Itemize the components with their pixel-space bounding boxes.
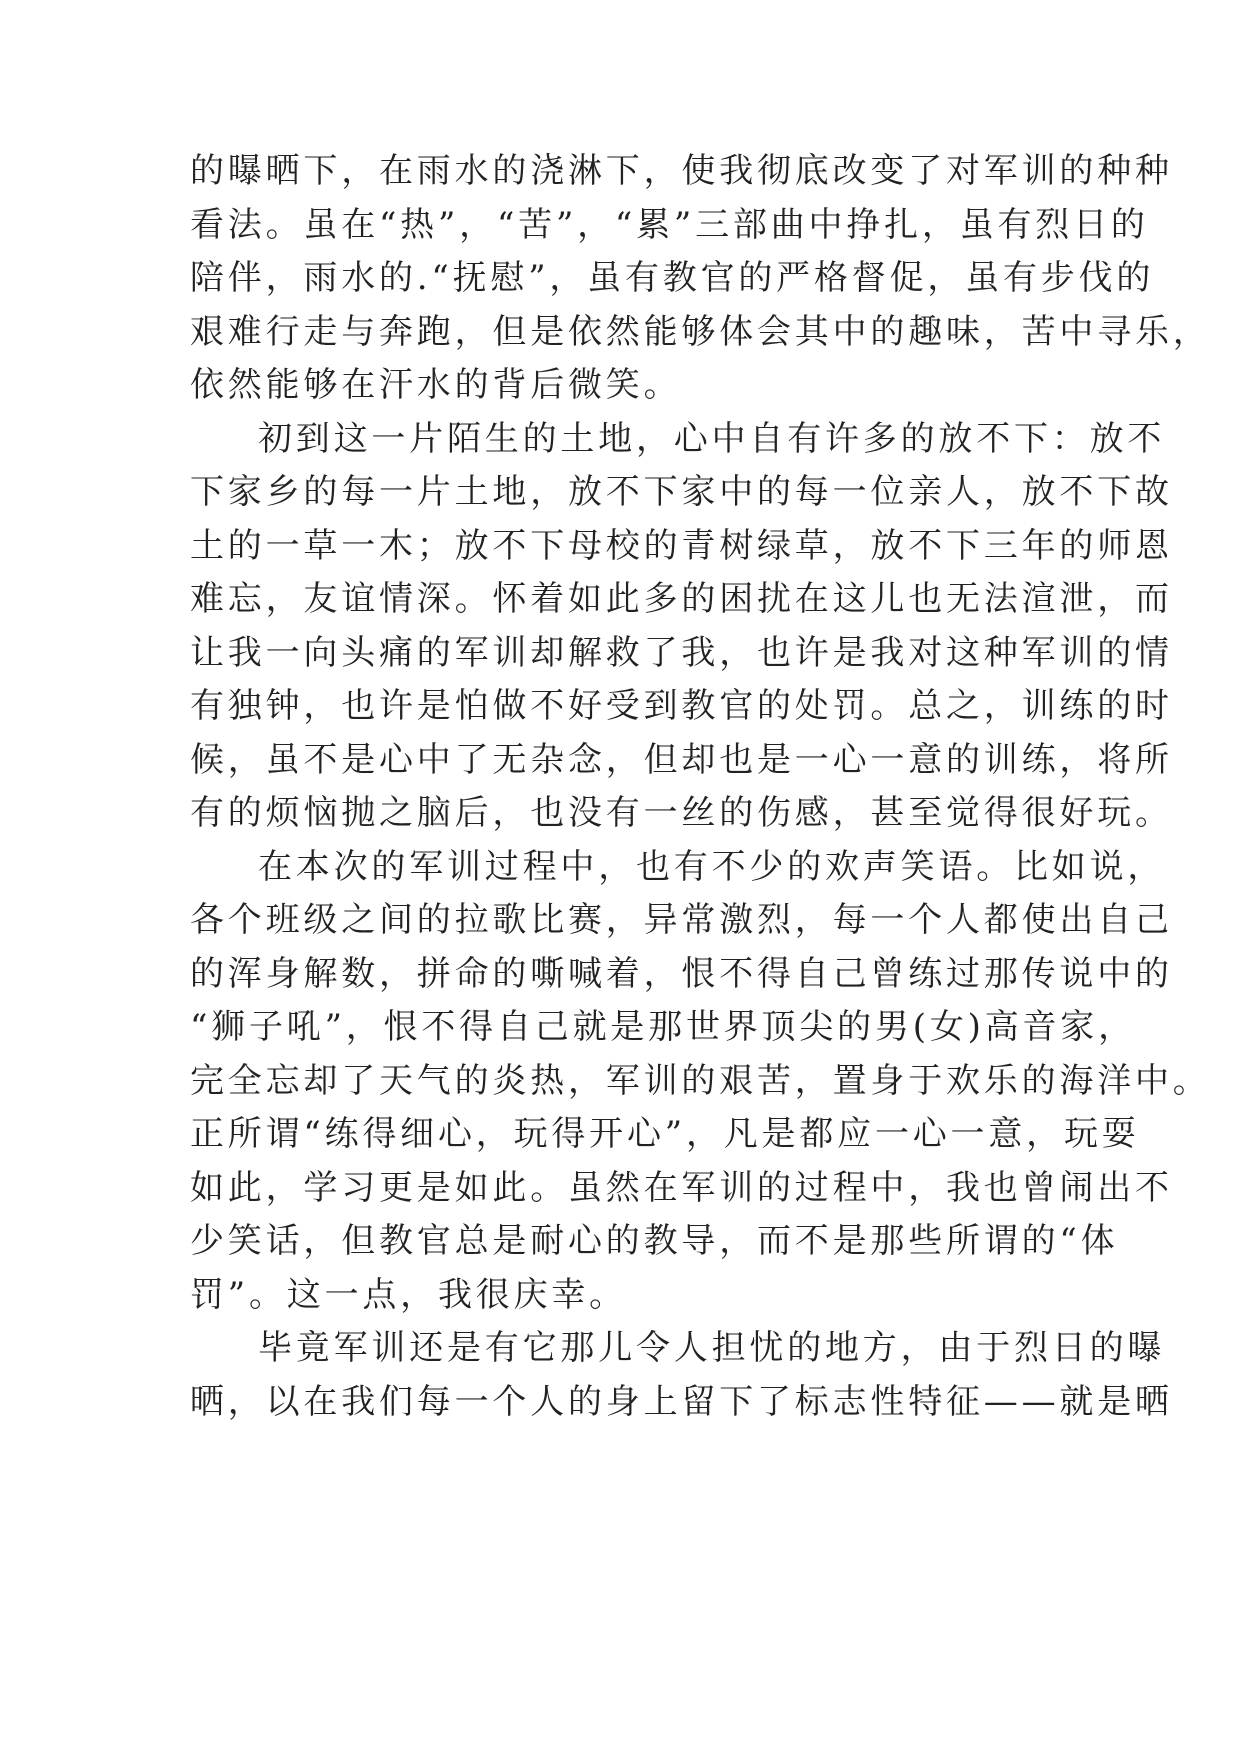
paragraph-first-line: 毕竟军训还是有它那儿令人担忧的地方，由于烈日的曝 <box>258 1328 1166 1368</box>
text-line: 的浑身解数，拼命的嘶喊着，恨不得自己曾练过那传说中的 <box>190 954 1173 994</box>
text-line: 晒，以在我们每一个人的身上留下了标志性特征——就是晒 <box>190 1382 1173 1422</box>
text-line: 有独钟，也许是怕做不好受到教官的处罚。总之，训练的时 <box>190 686 1173 726</box>
text-line: “狮子吼”，恨不得自己就是那世界顶尖的男(女)高音家， <box>190 1007 1136 1047</box>
text-line: 候，虽不是心中了无杂念，但却也是一心一意的训练，将所 <box>190 740 1173 780</box>
text-line: 有的烦恼抛之脑后，也没有一丝的伤感，甚至觉得很好玩。 <box>190 793 1173 833</box>
text-line: 看法。虽在“热”，“苦”，“累”三部曲中挣扎，虽有烈日的 <box>190 205 1149 245</box>
text-line: 的曝晒下，在雨水的浇淋下，使我彻底改变了对军训的种种 <box>190 151 1173 191</box>
text-line: 正所谓“练得细心，玩得开心”，凡是都应一心一意，玩耍 <box>190 1114 1140 1154</box>
text-line: 各个班级之间的拉歌比赛，异常激烈，每一个人都使出自己 <box>190 900 1173 940</box>
text-line: 艰难行走与奔跑，但是依然能够体会其中的趣味，苦中寻乐， <box>190 312 1211 352</box>
text-line: 依然能够在汗水的背后微笑。 <box>190 365 682 405</box>
text-line: 土的一草一木；放不下母校的青树绿草，放不下三年的师恩 <box>190 526 1173 566</box>
paragraph-first-line: 初到这一片陌生的土地，心中自有许多的放不下：放不 <box>258 419 1166 459</box>
paragraph-first-line: 在本次的军训过程中，也有不少的欢声笑语。比如说， <box>258 847 1166 887</box>
text-line: 让我一向头痛的军训却解救了我，也许是我对这种军训的情 <box>190 633 1173 673</box>
text-line: 难忘，友谊情深。怀着如此多的困扰在这儿也无法渲泄，而 <box>190 579 1173 619</box>
text-line: 罚”。这一点，我很庆幸。 <box>190 1275 627 1315</box>
text-line: 完全忘却了天气的炎热，军训的艰苦，置身于欢乐的海洋中。 <box>190 1061 1211 1101</box>
text-line: 少笑话，但教官总是耐心的教导，而不是那些所谓的“体 <box>190 1221 1119 1261</box>
text-line: 陪伴，雨水的.“抚慰”，虽有教官的严格督促，虽有步伐的 <box>190 258 1155 298</box>
text-line: 如此，学习更是如此。虽然在军训的过程中，我也曾闹出不 <box>190 1168 1173 1208</box>
text-line: 下家乡的每一片土地，放不下家中的每一位亲人，放不下故 <box>190 472 1173 512</box>
